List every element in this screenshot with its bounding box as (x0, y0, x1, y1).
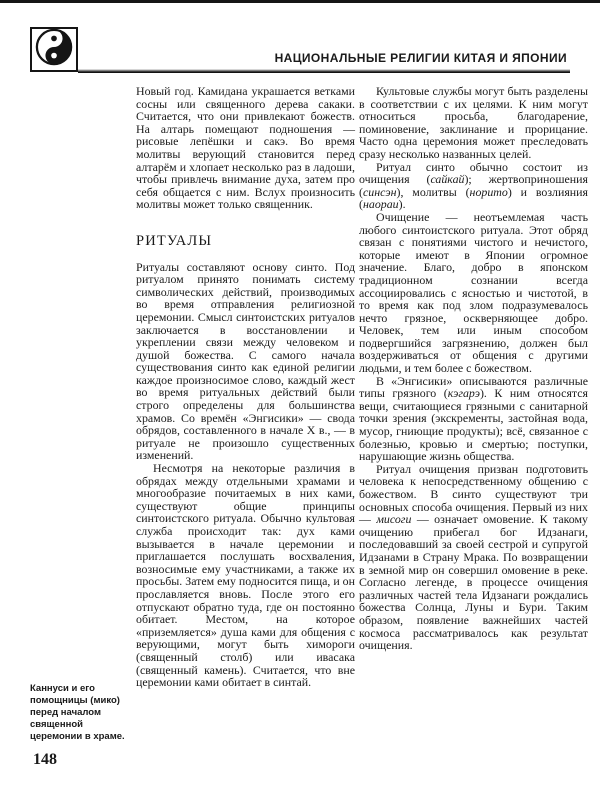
top-border-rule (0, 0, 600, 3)
paragraph: Ритуал синто обычно состоит из очищения (сайкай); жертвоприношения (синсэн), молитвы (норито) и возлияния (наораи). (359, 159, 589, 212)
paragraph: Ритуал очищения призван подготовить человека к непосредственному общению с божеством. В синто существуют три основных способа очищения. Первый из них — мисоги — означает омовение. К такому очищению прибегал бог Идзанаги, последовавший за своей сестрой и супругой Идзанами в Страну Мрака. По возвращении в земной мир он совершил омовение в реке. Согласно легенде, в процессе очищения различных частей тела Идзанаги рождались божества Солнца, Луны и Бури. Таким образом, появление важнейших частей космоса рассматривалось как результат очищения. (359, 461, 588, 653)
paragraph: В «Энгисики» описываются различные типы грязного (кэгарэ). К ним относятся вещи, считающиеся грязными с санитарной точки зрения (экскременты, застойная вода, мусор, гниющие продукты); всё, связанное с болезнью, кровью и смертью; поступки, нарушающие жизнь общества. (359, 373, 589, 464)
paragraph: Культовые службы могут быть разделены в соответствии с их целями. К ним могут относиться просьба, благодарение, поминовение, заклинание и прорицание. Часто одна церемония может преследовать сразу несколько названных целей. (359, 84, 588, 161)
paragraph: Очищение — неотъемлемая часть любого синтоистского ритуала. Этот обряд связан с понятиями чистого и нечистого, которые имеют в Японии огромное значение. Благо, добро в японском традиционном сознании всегда ассоциировались с ясностью и чистотой, в то время как под злом подразумевалось нечто грязное, оскверняющее добро. Человек, тем или иным способом подвергшийся загрязнению, должен был воздерживаться от общения с другими людьми, и тем более с божеством. (359, 209, 588, 376)
page-number: 148 (33, 751, 57, 768)
left-column (136, 85, 355, 689)
header-rule (78, 69, 570, 73)
yin-yang-icon (35, 28, 73, 71)
section-heading: РИТУАЛЫ (136, 232, 213, 249)
chapter-logo-box (30, 27, 78, 72)
paragraph: Ритуалы составляют основу синто. Под ритуалом принято понимать систему символических действий, производимых во время отправления религиозной церемонии. Смысл синтоистских ритуалов заключается в восстановлении и укреплении связи между человеком и душой божества. С самого начала существования синто как единой религии каждое произносимое слово, каждый жест во время ритуальных действий были строго определены для большинства храмов. Со времён «Энгисики» — свода обрядов, составленного в начале X в., — в ритуале не произошло существенных изменений. (136, 259, 355, 463)
running-header-title: НАЦИОНАЛЬНЫЕ РЕЛИГИИ КИТАЯ И ЯПОНИИ (274, 51, 567, 65)
paragraph: Несмотря на некоторые различия в обрядах между отдельными храмами и многообразие почитаемых в них ками, существуют общие принципы синтоистского ритуала. Обычно культовая служба происходит так: дух ками вызывается в начале церемонии и приглашается послушать восхваления, возносимые ему участниками, а также их просьбы. Затем ему подносится пища, и он прославляется вновь. После этого его отпускают обратно туда, где он постоянно обитает. Местом, на которое «приземляется» душа ками для общения с верующими, могут быть химороги (священный столб) или ивасака (священный камень). Считается, что вне церемонии ками обитает в синтай. (136, 461, 355, 690)
right-column (359, 85, 588, 652)
paragraph-continuation: Новый год. Камидана украшается ветками сосны или священного дерева сакаки. Считается, что они привлекают божеств. На алтарь помещают подношения — рисовые лепёшки и сакэ. Во время молитвы верующий становится перед алтарём и хлопает несколько раз в ладоши, чтобы привлечь внимание духа, затем про себя общается с ним. Вслух произносить молитвы может только священник. (136, 84, 355, 212)
margin-note: Каннуси и его помощницы (мико) перед началом священной церемонии в храме. (30, 683, 125, 742)
